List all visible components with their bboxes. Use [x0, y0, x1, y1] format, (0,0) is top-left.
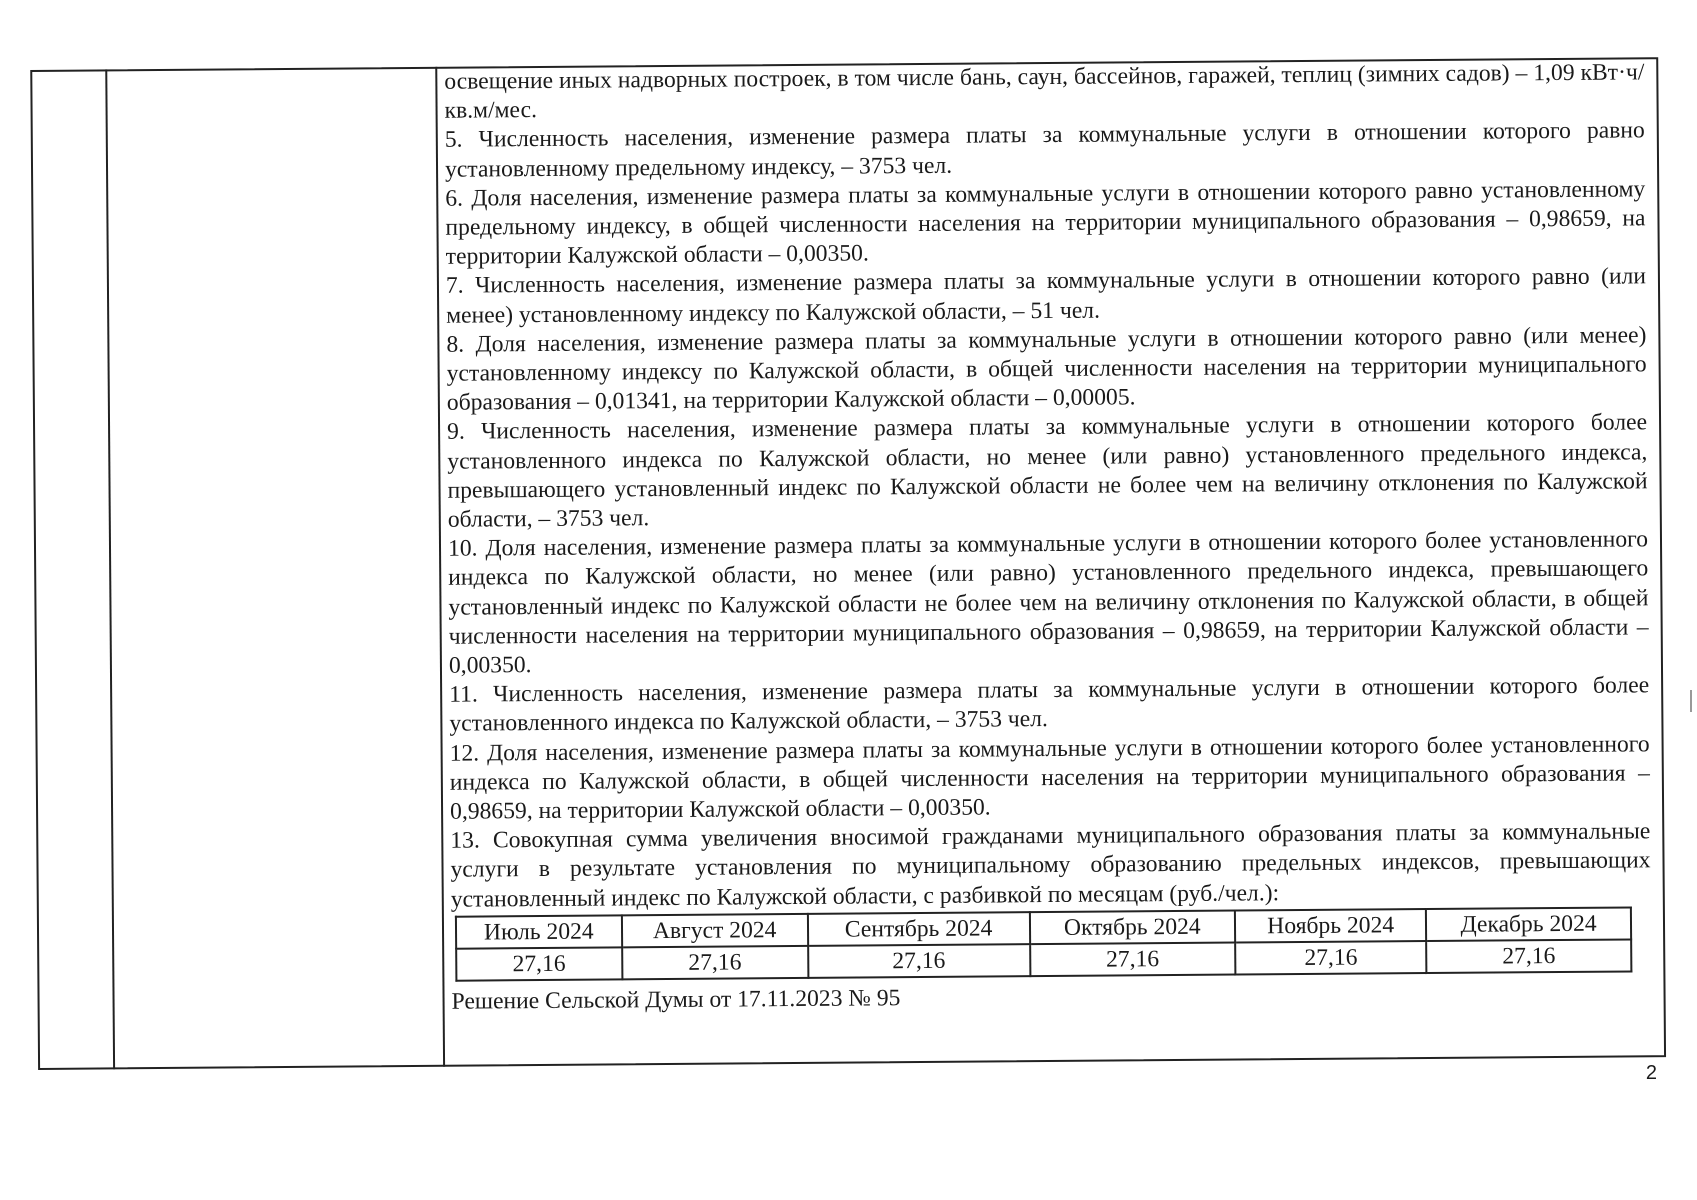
- month-value: 27,16: [1235, 941, 1426, 974]
- scan-edge-mark: [1690, 690, 1692, 712]
- item-11: 11. Численность населения, изменение размера платы за коммунальные услуги в отношении которого более установленного индекса по Калужской области, – 3753 чел.: [449, 672, 1650, 738]
- month-value: 27,16: [456, 947, 622, 980]
- item-13: 13. Совокупная сумма увеличения вносимой гражданами муниципального образования платы за коммунальные услуги в результате установления по муниципальному образованию предельных индексов, превышающих установленный индекс по Калужской области, с разбивкой по месяцам (руб./чел.):: [450, 818, 1651, 913]
- item-6: 6. Доля населения, изменение размера платы за коммунальные услуги в отношении которого равно установленному предельному индексу, в общей численности населения на территории муниципального образования – 0,98659, на территории Калужской области – 0,00350.: [445, 176, 1646, 270]
- item-9: 9. Численность населения, изменение размера платы за коммунальные услуги в отношении которого более установленного индекса по Калужской области, но менее (или равно) установленного предельного индекса, превышающего установленный индекс по Калужской области не более чем на величину отклонения по Калужской области, – 3753 чел.: [447, 409, 1648, 533]
- month-header: Сентябрь 2024: [808, 912, 1030, 946]
- document-body: [444, 58, 1651, 1015]
- monthly-amounts-table: [455, 906, 1632, 981]
- decision-reference: Решение Сельской Думы от 17.11.2023 № 95: [451, 985, 901, 1015]
- item-10: 10. Доля населения, изменение размера платы за коммунальные услуги в отношении которого более установленного индекса по Калужской области, но менее (или равно) установленного предельного индекса, превышающего установленный индекс по Калужской области не более чем на величину отклонения по Калужской области, в общей численности населения на территории муниципального образования – 0,98659, на территории Калужской области – 0,00350.: [447, 526, 1649, 679]
- intro-paragraph: освещение иных надворных построек, в том числе бань, саун, бассейнов, гаражей, теплиц (зимних садов) – 1,09 кВт·ч/кв.м/мес.: [444, 59, 1645, 124]
- month-header: Июль 2024: [456, 915, 622, 948]
- month-header: Август 2024: [622, 914, 808, 947]
- month-value: 27,16: [1030, 942, 1236, 976]
- month-value: 27,16: [622, 946, 808, 979]
- item-7: 7. Численность населения, изменение размера платы за коммунальные услуги в отношении которого равно (или менее) установленному индексу по Калужской области, – 51 чел.: [445, 263, 1647, 329]
- item-12: 12. Доля населения, изменение размера платы за коммунальные услуги в отношении которого более установленного индекса по Калужской области, в общей численности населения на территории муниципального образования – 0,98659, на территории Калужской области – 0,00350.: [449, 730, 1650, 825]
- month-value: 27,16: [808, 944, 1030, 978]
- month-header: Октябрь 2024: [1029, 910, 1235, 944]
- document-sheet: [30, 25, 1668, 1078]
- month-header: Ноябрь 2024: [1235, 909, 1426, 942]
- month-header: Декабрь 2024: [1426, 907, 1631, 941]
- month-value: 27,16: [1426, 939, 1631, 973]
- item-8: 8. Доля населения, изменение размера платы за коммунальные услуги в отношении которого равно (или менее) установленному индексу по Калужской области, в общей численности населения на территории муниципального образования – 0,01341, на территории Калужской области – 0,00005.: [446, 322, 1647, 416]
- item-5: 5. Численность населения, изменение размера платы за коммунальные услуги в отношении которого равно установленному предельному индексу, – 3753 чел.: [444, 117, 1645, 183]
- page-number: 2: [1645, 1062, 1657, 1084]
